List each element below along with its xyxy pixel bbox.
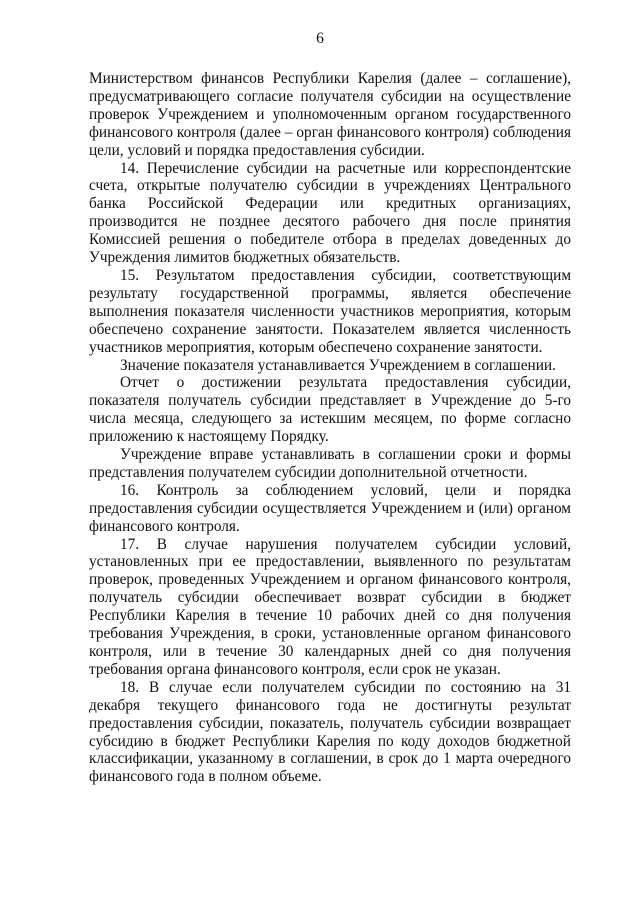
page-number: 6	[316, 30, 324, 47]
paragraph-continuation: Министерством финансов Республики Карелия (далее – соглашение), предусматривающего согласие получателя субсидии на осуществление проверок Учреждением и уполномоченным органом государственного финансового контроля (далее – орган финансового контроля) соблюдения цели, условий и порядка предоставления субсидии.	[89, 70, 571, 159]
paragraph-17: 17. В случае нарушения получателем субсидии условий, установленных при ее предоставлении, выявленного по результатам проверок, проведенных Учреждением и органом финансового контроля, получатель субсидии обеспечивает возврат субсидии в бюджет Республики Карелия в течение 10 рабочих дней со дня получения требования Учреждения, в сроки, установленные органом финансового контроля, или в течение 30 календарных дней со дня получения требования органа финансового контроля, если срок не указан.	[89, 535, 571, 678]
paragraph-15-additional-reporting: Учреждение вправе устанавливать в соглашении сроки и формы представления получателем субсидии дополнительной отчетности.	[89, 446, 571, 481]
paragraph-14: 14. Перечисление субсидии на расчетные или корреспондентские счета, открытые получателю субсидии в учреждениях Центрального банка Российской Федерации или кредитных организациях, производится не позднее десятого рабочего дня после принятия Комиссией решения о победителе отбора в пределах доведенных до Учреждения лимитов бюджетных обязательств.	[89, 159, 571, 267]
paragraph-15-report: Отчет о достижении результата предоставления субсидии, показателя получатель субсидии представляет в Учреждение до 5-го числа месяца, следующего за истекшим месяцем, по форме согласно приложению к настоящему Порядку.	[89, 374, 571, 446]
paragraph-15: 15. Результатом предоставления субсидии, соответствующим результату государственной программы, является обеспечение выполнения показателя численности участников мероприятия, которым обеспечено сохранение занятости. Показателем является численность участников мероприятия, которым обеспечено сохранение занятости.	[89, 266, 571, 356]
paragraph-16: 16. Контроль за соблюдением условий, цели и порядка предоставления субсидии осуществляется Учреждением и (или) органом финансового контроля.	[89, 481, 571, 535]
paragraph-15-indicator-value: Значение показателя устанавливается Учреждением в соглашении.	[120, 356, 556, 374]
document-body	[89, 70, 571, 786]
paragraph-18: 18. В случае если получателем субсидии по состоянию на 31 декабря текущего финансового года не достигнуты результат предоставления субсидии, показатель, получатель субсидии возвращает субсидию в бюджет Республики Карелия по коду доходов бюджетной классификации, указанному в соглашении, в срок до 1 марта очередного финансового года в полном объеме.	[89, 678, 571, 786]
